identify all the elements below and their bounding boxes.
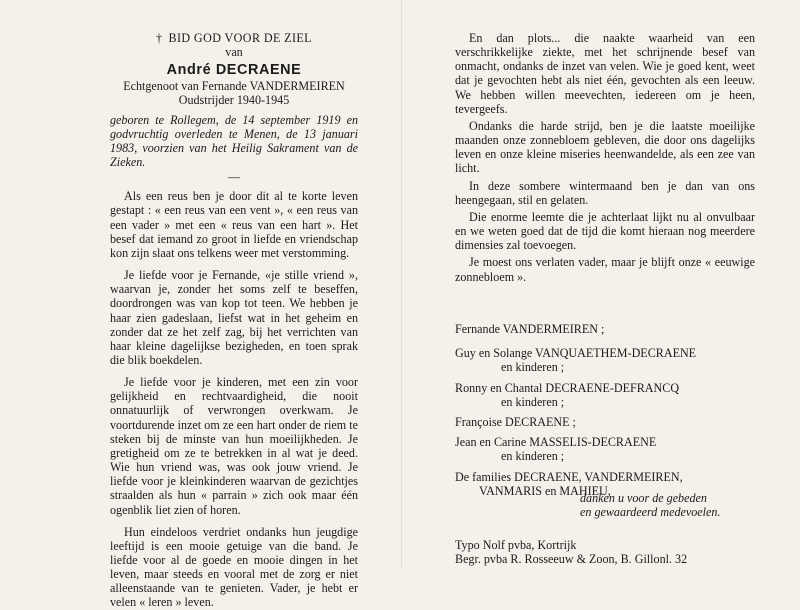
thanks-line-2: en gewaardeerd medevoelen.: [580, 505, 721, 520]
cross-icon: †: [156, 31, 163, 45]
left-paragraph-1: Als een reus ben je door dit al te korte leven gestapt : « een reus van een vent », « een reus van een vader » met een « reus van een hart ». Het besef dat iemand zo groot in liefde en vriendschap kon zijn slaat ons telkens weer met verstomming.: [110, 189, 358, 260]
last-name: DECRAENE: [215, 62, 302, 79]
right-panel: [455, 31, 755, 284]
card-fold-line: [401, 0, 402, 568]
prayer-heading-text: BID GOD VOOR DE ZIEL: [168, 31, 312, 45]
right-paragraph-1: En dan plots... die naakte waarheid van een verschrikkelijke ziekte, met het schrijnende besef van onmacht, ondanks de inzet van velen. Wie je goed kent, weet dat je gevochten hebt als niet één, gevochten als een leeuw. We hebben willen meevechten, iedereen om je heen, tevergeefs.: [455, 31, 755, 116]
van-line: van: [225, 45, 243, 60]
family-entry: [455, 415, 775, 429]
family-entry-sub: en kinderen ;: [501, 360, 565, 375]
family-list: [455, 322, 775, 504]
family-entry-line: Guy en Solange VANQUAETHEM-DECRAENE: [455, 346, 697, 361]
right-paragraph-2: Ondanks die harde strijd, ben je die laatste moeilijke maanden onze zonnebloem gebleven, die door ons dagelijks leven en onze kleine miseries heenwandelde, als een zee van licht.: [455, 118, 755, 176]
family-entry: [455, 346, 775, 374]
family-entry: [455, 322, 775, 336]
family-entry: [455, 381, 775, 409]
family-entry-line: De families DECRAENE, VANDERMEIREN,: [455, 469, 683, 484]
deceased-name: [110, 62, 358, 79]
bio-text: geboren te Rollegem, de 14 september 1919 en godvruchtig overleden te Menen, de 13 januari 1983, voorzien van het Heilig Sakrament van de Zieken.: [110, 112, 358, 170]
family-entry-line: Ronny en Chantal DECRAENE-DEFRANCQ: [455, 380, 680, 395]
right-paragraph-3: In deze sombere wintermaand ben je dan van ons heengegaan, stil en gelaten.: [455, 178, 755, 207]
left-panel: [110, 31, 358, 610]
left-paragraph-4: Hun eindeloos verdriet ondanks hun jeugdige leeftijd is een mooie getuige van die band. Je liefde voor al de goede en mooie dingen in het leven, maar steeds en vooral met de zorg er niet alleenstaande van te genieten. Vader, je hebt er velen « leren » leven.: [110, 524, 358, 610]
printer-line-1: Typo Nolf pvba, Kortrijk: [455, 538, 577, 552]
prayer-heading: [110, 31, 358, 45]
divider-dash: —: [227, 170, 241, 185]
family-entry-sub: VANMARIS en MAHIEU,: [479, 483, 611, 498]
family-entry-line: Françoise DECRAENE ;: [455, 415, 576, 430]
family-entry-line: Jean en Carine MASSELIS-DECRAENE: [455, 435, 657, 450]
thanks-block: [580, 491, 780, 519]
veteran-line: Oudstrijder 1940-1945: [178, 93, 290, 108]
left-paragraph-3: Je liefde voor je kinderen, met een zin voor gelijkheid en rechtvaardigheid, die nooit onnatuurlijk of verwrongen overkwam. Je voortdurende inzet om ze een hart onder de riem te steken bij de minste van hun moeilijkheden. Je gretigheid om ze te betrekken in al wat je deed. Wie hun vriend was, was ook jouw vriend. Je liefde voor je kleinkinderen waarvan de gezichtjes straalden als hun « parrain » zich ook maar één ogenblik liet zien of horen.: [110, 375, 358, 517]
printer-line-2: Begr. pvba R. Rosseeuw & Zoon, B. Gillonl. 32: [455, 552, 688, 567]
family-entry: [455, 435, 775, 463]
family-entry-sub: en kinderen ;: [501, 394, 565, 409]
spouse-line: Echtgenoot van Fernande VANDERMEIREN: [123, 79, 345, 94]
first-name: André: [166, 62, 212, 79]
thanks-line-1: danken u voor de gebeden: [580, 491, 707, 505]
family-entry-sub: en kinderen ;: [501, 449, 565, 464]
printer-block: [455, 538, 795, 566]
left-paragraph-2: Je liefde voor je Fernande, «je stille vriend », waarvan je, zonder het soms zelf te beseffen, doordrongen was van kop tot teen. We hebben je haar zien gadeslaan, liefst wat in het geheim en zonder dat ze het zelf zag, bij het verrichten van haar kleine dagelijkse bezigheden, en toen sprak die blik boekdelen.: [110, 268, 358, 367]
right-paragraph-5: Je moest ons verlaten vader, maar je blijft onze « eeuwige zonnebloem ».: [455, 255, 755, 284]
right-paragraph-4: Die enorme leemte die je achterlaat lijkt nu al onvulbaar en we weten goed dat de tijd die komt hieraan nog meerdere dimensies zal toevoegen.: [455, 209, 755, 253]
family-entry-line: Fernande VANDERMEIREN ;: [455, 322, 605, 336]
